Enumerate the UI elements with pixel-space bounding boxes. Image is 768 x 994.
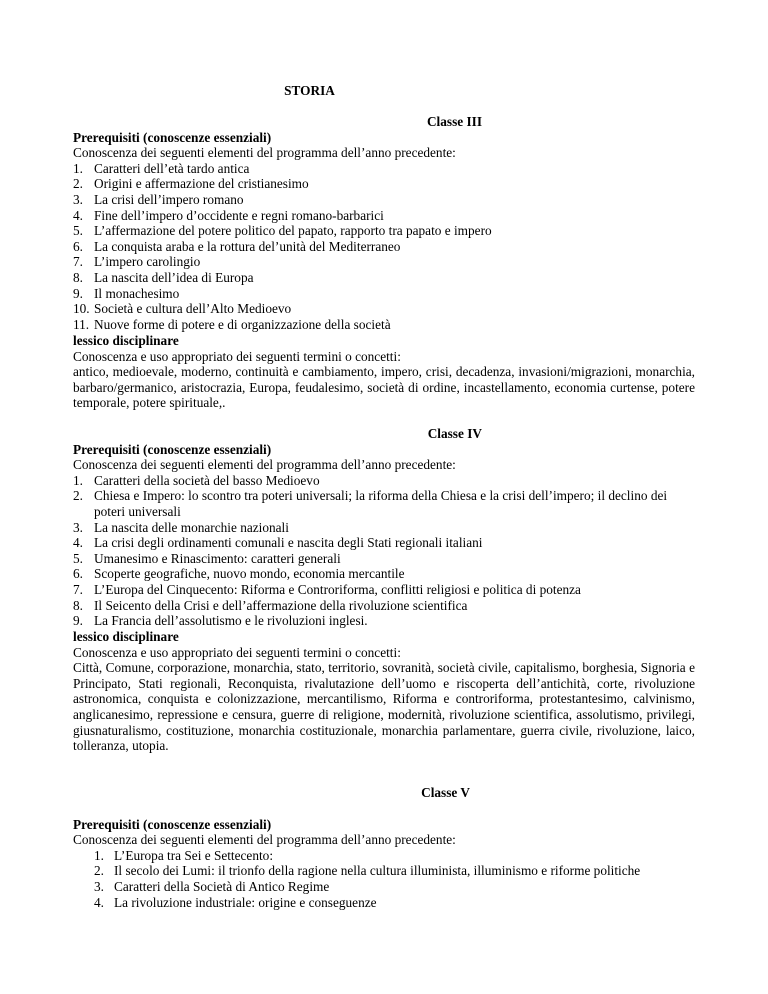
list-item: 4. La crisi degli ordinamenti comunali e nascita degli Stati regionali italiani (73, 535, 483, 551)
list-item: 6. La conquista araba e la rottura del’unità del Mediterraneo (73, 238, 401, 254)
list-item: 4. Fine dell’impero d’occidente e regni romano-barbarici (73, 207, 384, 223)
list-item: 9. Il monachesimo (73, 285, 180, 301)
prereq-intro: Conoscenza dei seguenti elementi del programma dell’anno precedente: (73, 457, 456, 473)
lessico-title: lessico disciplinare (73, 629, 179, 644)
list-item: 1. L’Europa tra Sei e Settecento: (94, 847, 274, 863)
lessico-text: antico, medioevale, moderno, continuità e cambiamento, impero, crisi, decadenza, invasioni/migrazioni, monarchia, barbaro/germanico, aristocrazia, Europa, feudalesimo, società di ordine, incastellamento, economia curtense, potere temporale, potere spirituale,. (73, 364, 695, 411)
list-item: 10. Società e cultura dell’Alto Medioevo (73, 301, 292, 317)
lessico-intro: Conoscenza e uso appropriato dei seguenti termini o concetti: (73, 348, 401, 364)
list-item: 5. L’affermazione del potere politico del papato, rapporto tra papato e impero (73, 223, 492, 239)
prereq-intro: Conoscenza dei seguenti elementi del programma dell’anno precedente: (73, 145, 456, 161)
list-item: 6. Scoperte geografiche, nuovo mondo, economia mercantile (73, 566, 405, 582)
list-item: 3. La crisi dell’impero romano (73, 191, 244, 207)
list-item: 9. La Francia dell’assolutismo e le rivoluzioni inglesi. (73, 613, 368, 629)
section-classe-iv (73, 426, 695, 629)
class-heading: Classe IV (427, 426, 482, 441)
section-classe-v (73, 785, 695, 910)
list-item: 7. L’impero carolingio (73, 254, 201, 270)
prereq-intro: Conoscenza dei seguenti elementi del programma dell’anno precedente: (73, 832, 456, 848)
list-item: 3. Caratteri della Società di Antico Regime (94, 878, 330, 894)
class-heading: Classe V (421, 785, 470, 800)
prereq-list (73, 848, 695, 910)
prereq-title: Prerequisiti (conoscenze essenziali) (73, 441, 272, 457)
list-item: 2. Chiesa e Impero: lo scontro tra poteri universali; la riforma della Chiesa e la crisi dell’impero; il declino dei poteri universali (73, 488, 668, 519)
lessico-intro: Conoscenza e uso appropriato dei seguenti termini o concetti: (73, 644, 401, 660)
prereq-list (73, 473, 695, 629)
lessico-classe-iii (73, 333, 695, 411)
list-item: 1. Caratteri della società del basso Medioevo (73, 472, 320, 488)
list-item: 5. Umanesimo e Rinascimento: caratteri generali (73, 550, 341, 566)
list-item: 2. Origini e affermazione del cristianesimo (73, 176, 309, 192)
list-item: 4. La rivoluzione industriale: origine e conseguenze (94, 894, 377, 910)
lessico-title: lessico disciplinare (73, 333, 179, 348)
list-item: 8. La nascita dell’idea di Europa (73, 269, 254, 285)
class-heading: Classe III (426, 114, 482, 129)
list-item: 3. La nascita delle monarchie nazionali (73, 519, 289, 535)
section-classe-iii (73, 114, 695, 332)
prereq-title: Prerequisiti (conoscenze essenziali) (73, 816, 272, 832)
lessico-classe-iv (73, 629, 695, 754)
list-item: 1. Caratteri dell’età tardo antica (73, 160, 250, 176)
prereq-list (73, 161, 695, 333)
lessico-text: Città, Comune, corporazione, monarchia, stato, territorio, sovranità, società civile, capitalismo, borghesia, Signoria e Principato, Stati regionali, Reconquista, rivalutazione dell’uomo e riscoperta dell’antichità, corte, rivoluzione astronomica, conquista e colonizzazione, mercantilismo, Riforma e controriforma, protestantesimo, calvinismo, anglicanesimo, repressione e censura, guerre di religione, modernità, rivoluzione scientifica, assolutismo, privilegi, giusnaturalismo, costituzione, monarchia costituzionale, monarchia parlamentare, guerra civile, rivoluzione, laico, tolleranza, utopia. (73, 660, 695, 754)
document-title: STORIA (284, 83, 335, 98)
list-item: 11. Nuove forme di potere e di organizzazione della società (73, 316, 391, 332)
list-item: 8. Il Seicento della Crisi e dell’affermazione della rivoluzione scientifica (73, 597, 468, 613)
list-item: 7. L’Europa del Cinquecento: Riforma e Controriforma, conflitti religiosi e politica di potenza (73, 581, 581, 597)
prereq-title: Prerequisiti (conoscenze essenziali) (73, 129, 272, 145)
list-item: 2. Il secolo dei Lumi: il trionfo della ragione nella cultura illuminista, illuminismo e riforme politiche (94, 863, 641, 879)
